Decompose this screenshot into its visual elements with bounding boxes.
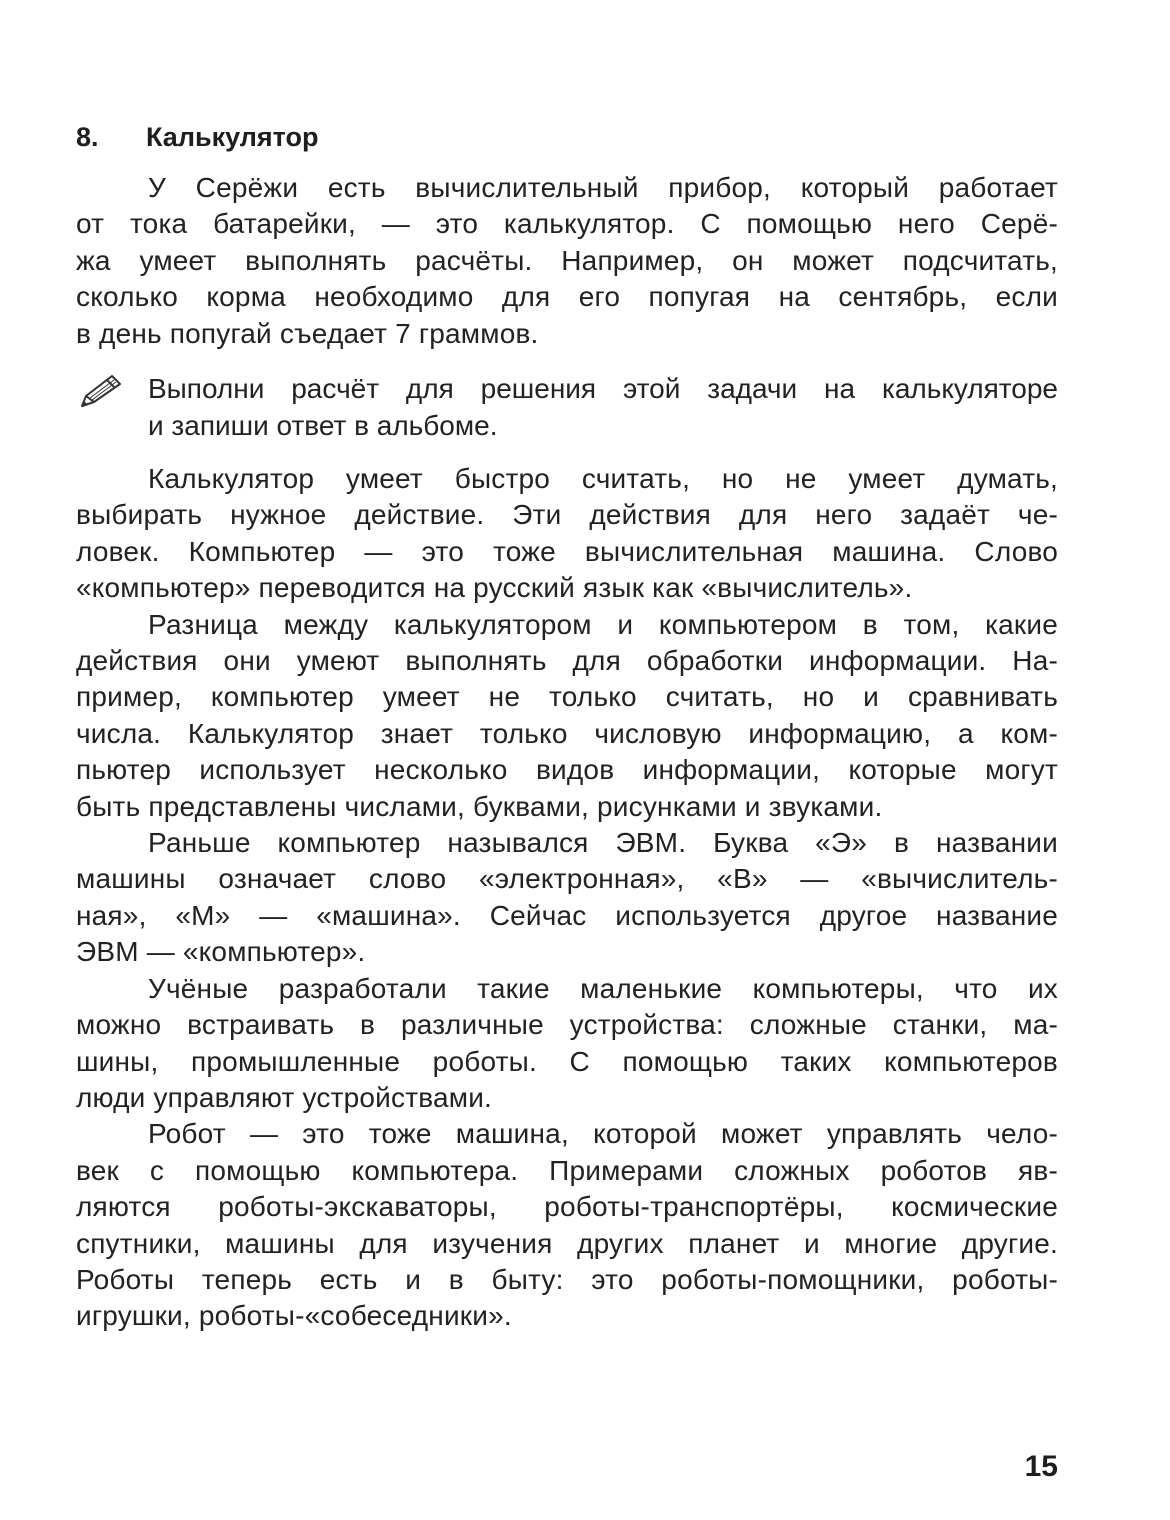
text-line: Раньше компьютер назывался ЭВМ. Буква «Э» в названии	[148, 827, 1058, 859]
text-line: машины означает слово «электронная», «В» — «вычислитель-	[76, 863, 1058, 895]
pencil-icon	[76, 372, 124, 412]
section-title: Калькулятор	[146, 122, 319, 152]
text-line: век с помощью компьютера. Примерами сложных роботов яв-	[76, 1154, 1058, 1186]
text-line: «компьютер» переводится на русский язык как «вычислитель».	[76, 572, 913, 604]
body-text	[76, 461, 1058, 1335]
text-line: сколько корма необходимо для его попугая на сентябрь, если	[76, 281, 1058, 313]
text-line: Роботы теперь есть и в быту: это роботы-помощники, роботы-	[76, 1263, 1058, 1295]
text-line: шины, промышленные роботы. С помощью таких компьютеров	[76, 1045, 1058, 1077]
text-line: выбирать нужное действие. Эти действия для него задаёт че-	[76, 499, 1058, 531]
text-line: Учёные разработали такие маленькие компьютеры, что их	[148, 972, 1058, 1004]
text-line: ЭВМ — «компьютер».	[76, 936, 366, 968]
text-line: и запиши ответ в альбоме.	[148, 410, 498, 441]
text-line: Разница между калькулятором и компьютером в том, какие	[148, 608, 1058, 640]
text-line: У Серёжи есть вычислительный прибор, который работает	[148, 172, 1058, 203]
text-line: в день попугай съедает 7 граммов.	[76, 317, 539, 349]
task-text	[148, 370, 1058, 444]
text-line: быть представлены числами, буквами, рисунками и звуками.	[76, 790, 883, 822]
text-line: игрушки, роботы-«собеседники».	[76, 1300, 512, 1332]
text-line: можно встраивать в различные устройства: сложные станки, ма-	[76, 1009, 1058, 1041]
text-line: ная», «М» — «машина». Сейчас используется другое название	[76, 899, 1058, 931]
page-number: 15	[1024, 1450, 1058, 1483]
text-line: Калькулятор умеет быстро считать, но не умеет думать,	[148, 463, 1058, 494]
text-line: числа. Калькулятор знает только числовую информацию, а ком-	[76, 717, 1058, 749]
text-line: ляются роботы-экскаваторы, роботы-транспортёры, космические	[76, 1191, 1058, 1223]
text-line: пьютер использует несколько видов информации, которые могут	[76, 754, 1058, 786]
text-line: ловек. Компьютер — это тоже вычислительная машина. Слово	[76, 535, 1058, 567]
section-heading	[76, 117, 319, 157]
section-number: 8.	[76, 122, 99, 152]
text-line: жа умеет выполнять расчёты. Например, он может подсчитать,	[76, 244, 1058, 276]
text-line: люди управляют устройствами.	[76, 1081, 493, 1113]
intro-paragraph	[76, 170, 1058, 352]
text-line: спутники, машины для изучения других планет и многие другие.	[76, 1227, 1058, 1259]
text-line: пример, компьютер умеет не только считать, но и сравнивать	[76, 681, 1058, 713]
text-line: Выполни расчёт для решения этой задачи на калькуляторе	[148, 373, 1058, 404]
text-line: Робот — это тоже машина, которой может управлять чело-	[148, 1118, 1058, 1150]
text-line: действия они умеют выполнять для обработки информации. На-	[76, 645, 1058, 677]
text-line: от тока батарейки, — это калькулятор. С помощью него Серё-	[76, 208, 1058, 240]
